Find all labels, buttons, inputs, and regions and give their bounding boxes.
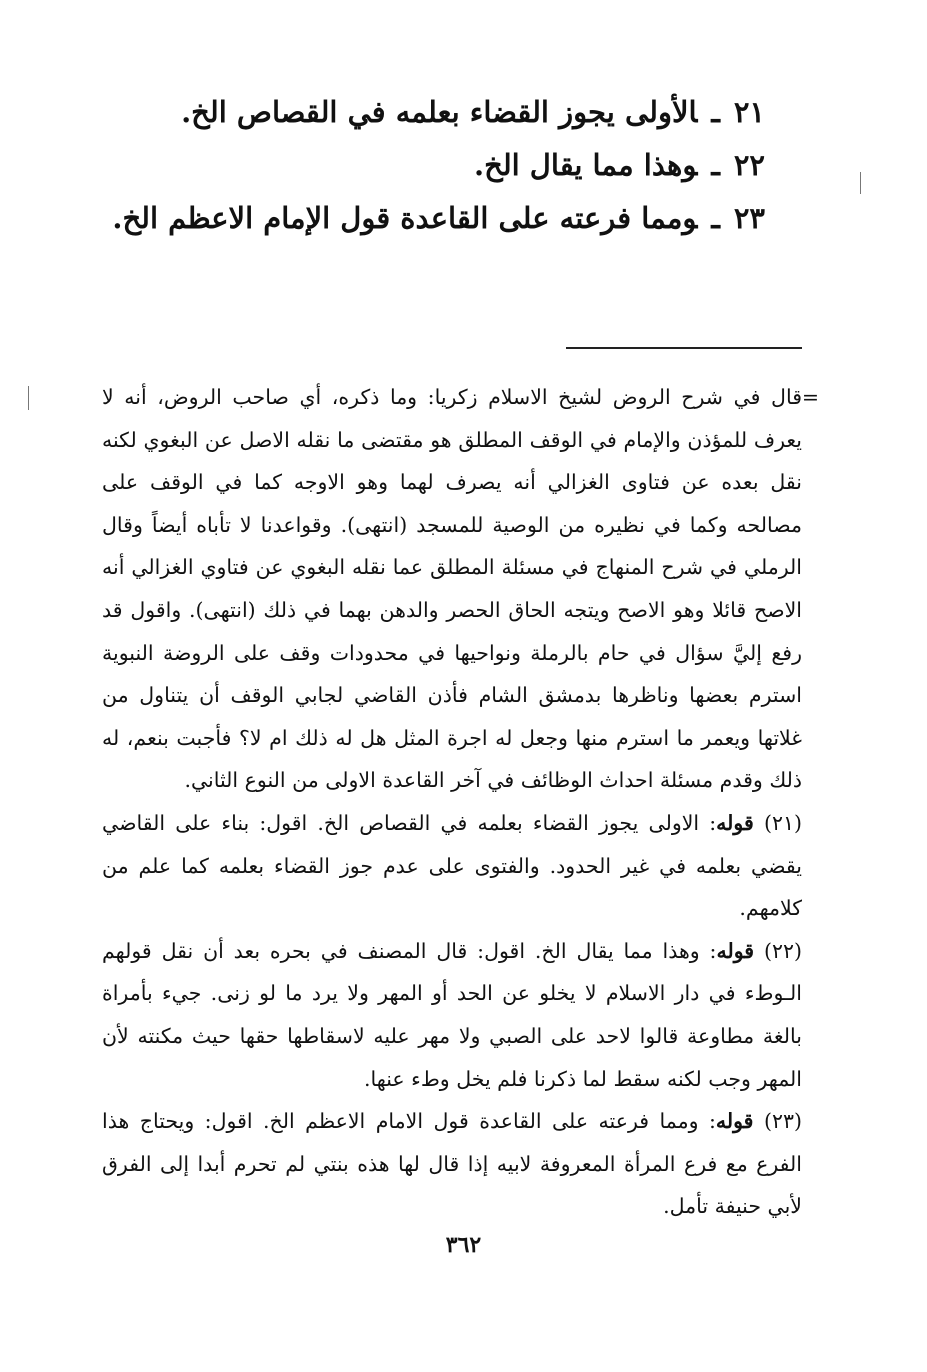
main-item-23	[112, 192, 765, 245]
main-item-22	[145, 139, 765, 192]
page-number: ٣٦٢	[445, 1232, 482, 1258]
footnote-head: قوله	[716, 938, 755, 963]
footnote-number: (٢٣)	[763, 1109, 802, 1134]
continuation-mark: =	[801, 385, 819, 409]
footnote-separator	[566, 347, 802, 349]
item-number: ٢١	[733, 95, 765, 129]
footnote-21	[102, 802, 802, 930]
footnote-text: : ومما فرعته على القاعدة قول الامام الاعظم الخ. اقول: ويحتاج هذا الفرع مع فرع المرأة المعروفة لابيه إذا قال لها هذه بنتي لم تحرم أبدا إلى الفرق لأبي حنيفة تأمل.	[102, 1109, 802, 1219]
footnote-text: : وهذا مما يقال الخ. اقول: قال المصنف في بحره بعد أن نقل قولهم الـوطء في دار الاسلام لا يخلو عن الحد أو المهر ولا يرد ما لو زنى. جيء بأمراة بالغة مطاوعة قالوا لاحد على الصبي ولا مهر عليه لاسقاطها حقها حيث مكنته لأن المهر وجب لكنه سقط لما ذكرنا فلم يخل وطء عنها.	[102, 938, 802, 1091]
footnote-head: قوله	[715, 1109, 754, 1134]
footnotes-block	[102, 376, 802, 1228]
footnote-number: (٢٢)	[763, 938, 802, 963]
main-item-21	[145, 86, 765, 139]
footnote-continuation: قال في شرح الروض لشيخ الاسلام زكريا: وما ذكره، أي صاحب الروض، أنه لا يعرف للمؤذن والإمام في الوقف المطلق هو مقتضى ما نقله الاصل عن البغوي لكنه نقل بعده عن فتاوى الغزالي أنه يصرف لهما وهو الاوجه كما في الوقف على مصالحه وكما في نظيره من الوصية للمسجد (انتهى). وقواعدنا لا تأباه أيضاً وقال الرملي في شرح المنهاج في مسئلة المطلق عما نقله البغوي عن فتاوي الغزالي أنه الاصح قائلا وهو الاصح ويتجه الحاق الحصر والدهن بهما في ذلك (انتهى). واقول قد رفع إليَّ سؤال في حام بالرملة ونواحيها في محدودات وقف على الروضة النبوية استرم بعضها وناظرها بدمشق الشام فأذن القاضي لجابي الوقف أن يتناول من غلاتها ويعمر ما استرم منها وجعل له اجرة المثل هل له ذلك ام لا؟ فأجبت بنعم، له ذلك وقدم مسئلة احداث الوظائف في آخر القاعدة الاولى من النوع الثاني.	[102, 385, 802, 793]
footnote-text: : الاولى يجوز القضاء بعلمه في القصاص الخ. اقول: بناء على القاضي يقضي بعلمه في غير الحدود. والفتوى على عدم جوز القضاء بعلمه كما علم من كلامهم.	[102, 810, 802, 921]
item-text: ومما فرعته على القاعدة قول الإمام الاعظم الخ.	[112, 201, 698, 235]
scan-margin-mark	[28, 386, 29, 410]
item-number: ٢٢	[733, 148, 765, 182]
footnote-22	[102, 930, 802, 1100]
item-dash: ـ	[711, 148, 720, 182]
main-text-items	[112, 86, 765, 245]
footnote-23	[102, 1100, 802, 1228]
item-number: ٢٣	[733, 201, 765, 235]
item-text: الأولى يجوز القضاء بعلمه في القصاص الخ.	[181, 95, 698, 129]
scan-margin-mark	[860, 172, 861, 194]
item-text: وهذا مما يقال الخ.	[474, 148, 698, 182]
item-dash: ـ	[711, 201, 720, 235]
footnote-head: قوله	[716, 810, 754, 835]
footnote-number: (٢١)	[763, 810, 802, 835]
item-dash: ـ	[711, 95, 720, 129]
